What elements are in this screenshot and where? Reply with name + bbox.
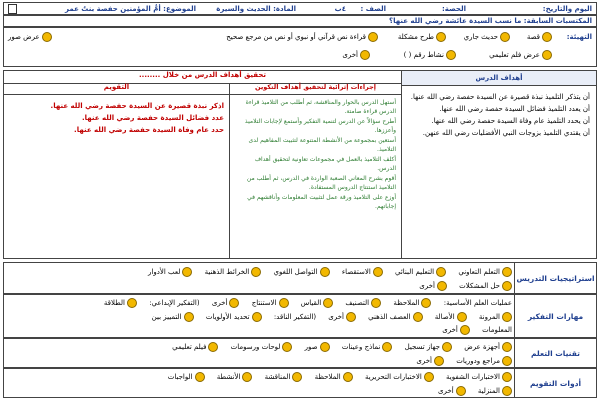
objective-item: أن يقتدي التلميذ بزوجات النبي الأفضليات رضي الله عنهن. <box>422 129 590 137</box>
radio-icon <box>323 298 333 308</box>
procedure-item: أكلف التلاميذ بالعمل في مجموعات تعاونية لتحقيق أهداف الدرس. <box>254 156 396 172</box>
prior-knowledge: المكتسبات السابقة: ما نسب السيدة عائشة رضي الله عنها؟ <box>389 17 592 25</box>
hook-row <box>3 27 597 67</box>
radio-icon <box>229 298 239 308</box>
procedure-item: أطرح سؤالاً عن الدرس لتنمية التفكير وأستمع لإجابات التلاميذ وأعززها. <box>244 118 396 134</box>
strategy-option[interactable]: حل المشكلات <box>459 281 512 291</box>
day-date-label: اليوم والتاريخ: <box>542 5 592 13</box>
radio-icon <box>368 32 378 42</box>
tech-label: تقنيات التعلم <box>514 339 596 367</box>
radio-icon <box>252 312 262 322</box>
radio-icon <box>446 50 456 60</box>
procedures-column <box>229 83 401 258</box>
assessment-option[interactable]: الأنشطة <box>217 372 253 382</box>
thinking-option[interactable]: أخرى <box>328 312 356 322</box>
checkbox-icon[interactable] <box>8 4 17 14</box>
radio-icon <box>279 298 289 308</box>
strategy-option[interactable]: لعب الأدوار <box>148 267 192 277</box>
lesson-table <box>3 70 597 259</box>
thinking-option[interactable]: المرونة <box>479 312 512 322</box>
prior-knowledge-row <box>3 15 597 27</box>
radio-icon <box>182 267 192 277</box>
thinking-option[interactable]: القياس <box>301 298 333 308</box>
thinking-heading: المعلومات <box>482 326 512 334</box>
procedure-item: أستهل الدرس بالحوار والمناقشة، ثم أطلب من التلاميذ قراءة الدرس قراءة صامتة. <box>245 99 396 115</box>
radio-icon <box>460 325 470 335</box>
radio-icon <box>195 372 205 382</box>
radio-icon <box>208 342 218 352</box>
thinking-option[interactable]: تحديد الأولويات <box>206 312 262 322</box>
thinking-row <box>3 294 597 338</box>
objective-item: أن يعدد التلميذ فضائل السيدة حفصة رضي الله عنها. <box>439 105 590 113</box>
strategy-option[interactable]: أخرى <box>419 281 447 291</box>
radio-icon <box>442 342 452 352</box>
assessment-row <box>3 368 597 398</box>
radio-icon <box>413 312 423 322</box>
assessment-option[interactable]: الاختبارات الشفوية <box>446 372 512 382</box>
strategies-label: استراتيجيات التدريس <box>514 263 596 293</box>
thinking-heading: (التفكير الناقد: <box>273 313 317 321</box>
realization-title: تحقيق أهداف الدرس من خلال ........ <box>139 71 266 79</box>
radio-icon <box>127 298 137 308</box>
radio-icon <box>424 372 434 382</box>
radio-icon <box>42 32 52 42</box>
tech-option[interactable]: أجهزة عرض <box>464 342 512 352</box>
objective-item: أن يتذكر التلميذ نبذة قصيرة عن السيدة حفصة رضي الله عنها. <box>410 93 590 101</box>
header-row <box>3 2 597 15</box>
hook-hadith[interactable]: حديث جاري <box>464 32 510 42</box>
thinking-option[interactable]: الاستنتاج <box>252 298 289 308</box>
evaluation-title: التقويم <box>103 83 130 91</box>
thinking-option[interactable]: الملاحظة <box>393 298 431 308</box>
assessment-option[interactable]: أخرى <box>438 386 466 396</box>
hook-problem[interactable]: طرح مشكلة <box>398 32 446 42</box>
thinking-heading: (التفكير الإبداعي: <box>149 299 200 307</box>
radio-icon <box>500 32 510 42</box>
hook-other[interactable]: أخرى <box>342 50 370 60</box>
tech-option[interactable]: مراجع ودوريات <box>456 356 512 366</box>
topic-label: الموضوع: أمُّ المؤمنين حفصة بنتُ عمر <box>65 5 196 13</box>
tech-option[interactable]: لوحات ورسومات <box>231 342 293 352</box>
assessment-option[interactable]: الملاحظة <box>315 372 353 382</box>
radio-icon <box>434 356 444 366</box>
assessment-option[interactable]: الواجبات <box>168 372 205 382</box>
subject-label: المادة: الحديث والسيرة <box>216 5 296 13</box>
radio-icon <box>421 298 431 308</box>
thinking-option[interactable]: التمييز بين <box>152 312 194 322</box>
radio-icon <box>457 312 467 322</box>
thinking-heading: عمليات العلم الأساسية: <box>443 299 512 307</box>
hook-text[interactable]: قراءة نص قرآني أو نبوي أو نص من مرجع صحيح <box>226 32 378 42</box>
radio-icon <box>437 281 447 291</box>
hook-activity[interactable]: نشاط رقم ( ) <box>404 50 456 60</box>
assessment-label: أدوات التقويم <box>514 369 596 397</box>
radio-icon <box>346 312 356 322</box>
radio-icon <box>282 342 292 352</box>
grade-value: ٤ب <box>334 5 346 13</box>
radio-icon <box>502 342 512 352</box>
thinking-option[interactable]: الأصالة <box>435 312 467 322</box>
radio-icon <box>502 372 512 382</box>
hook-label: التهيئة: <box>566 33 592 41</box>
radio-icon <box>456 386 466 396</box>
radio-icon <box>502 312 512 322</box>
radio-icon <box>502 386 512 396</box>
radio-icon <box>502 356 512 366</box>
grade-label: الصف : <box>360 5 386 13</box>
radio-icon <box>436 267 446 277</box>
radio-icon <box>502 267 512 277</box>
radio-icon <box>184 312 194 322</box>
objective-item: أن يحدد التلميذ عام وفاة السيدة حفصة رضي الله عنها. <box>431 117 590 125</box>
radio-icon <box>242 372 252 382</box>
radio-icon <box>292 372 302 382</box>
tech-option[interactable]: فيلم تعليمي <box>172 342 218 352</box>
procedure-item: أقوم بشرح المعاني الصعبة الواردة في الدرس، ثم أطلب من التلاميذ استنتاج الدروس المستفادة. <box>246 175 396 191</box>
evaluation-item: حدد عام وفاة السيدة حفصة رضي الله عنها. <box>74 126 224 134</box>
thinking-option[interactable]: الطلاقة <box>104 298 137 308</box>
radio-icon <box>251 267 261 277</box>
strategy-option[interactable]: التواصل اللغوي <box>274 267 330 277</box>
tech-option[interactable]: صور <box>305 342 330 352</box>
radio-icon <box>320 267 330 277</box>
tech-option[interactable]: نماذج وعينات <box>342 342 393 352</box>
tech-option[interactable]: أخرى <box>416 356 444 366</box>
assessment-option[interactable]: الاختبارات التحريرية <box>365 372 434 382</box>
thinking-option[interactable]: أخرى <box>212 298 240 308</box>
radio-icon <box>360 50 370 60</box>
strategy-option[interactable]: التعلم التعاوني <box>458 267 512 277</box>
procedure-item: أستعين بمجموعة من الأنشطة المتنوعة لتثبيت المفاهيم لدى التلاميذ. <box>248 137 396 153</box>
radio-icon <box>373 267 383 277</box>
procedures-title: إجراءات إثرائية لتحقيق أهداف التكوين <box>255 83 376 91</box>
radio-icon <box>436 32 446 42</box>
objectives-title: أهداف الدرس <box>475 74 523 82</box>
strategy-option[interactable]: الاستقصاء <box>342 267 383 277</box>
radio-icon <box>502 281 512 291</box>
strategies-row <box>3 262 597 294</box>
radio-icon <box>382 342 392 352</box>
assessment-option[interactable]: المنزلية <box>478 386 512 396</box>
tech-option[interactable]: جهاز تسجيل <box>405 342 452 352</box>
hook-film[interactable]: عرض فلم تعليمي <box>489 50 552 60</box>
assessment-option[interactable]: المناقشة <box>265 372 303 382</box>
radio-icon <box>542 32 552 42</box>
procedure-item: أوزع على التلاميذ ورقة عمل لتثبيت المعلومات وأناقشهم في إجاباتهم. <box>247 194 396 210</box>
hook-story[interactable]: قصة <box>527 32 552 42</box>
strategy-option[interactable]: الخرائط الذهنية <box>205 267 262 277</box>
tech-row <box>3 338 597 368</box>
thinking-label: مهارات التفكير <box>514 295 596 337</box>
thinking-option[interactable]: التصنيف <box>345 298 381 308</box>
radio-icon <box>371 298 381 308</box>
thinking-option[interactable]: العصف الذهني <box>368 312 422 322</box>
evaluation-item: اذكر نبذة قصيرة عن السيدة حفصة رضي الله عنها. <box>50 102 224 110</box>
period-label: الحصة: <box>441 5 466 13</box>
objectives-column <box>401 71 596 258</box>
radio-icon <box>343 372 353 382</box>
radio-icon <box>542 50 552 60</box>
radio-icon <box>320 342 330 352</box>
evaluation-column <box>4 83 229 258</box>
evaluation-item: عدد فضائل السيدة حفصة رضي الله عنها. <box>82 114 224 122</box>
strategy-option[interactable]: التعليم البنائي <box>395 267 446 277</box>
hook-images[interactable]: عرض صور <box>8 32 52 42</box>
thinking-option[interactable]: أخرى <box>442 325 470 335</box>
